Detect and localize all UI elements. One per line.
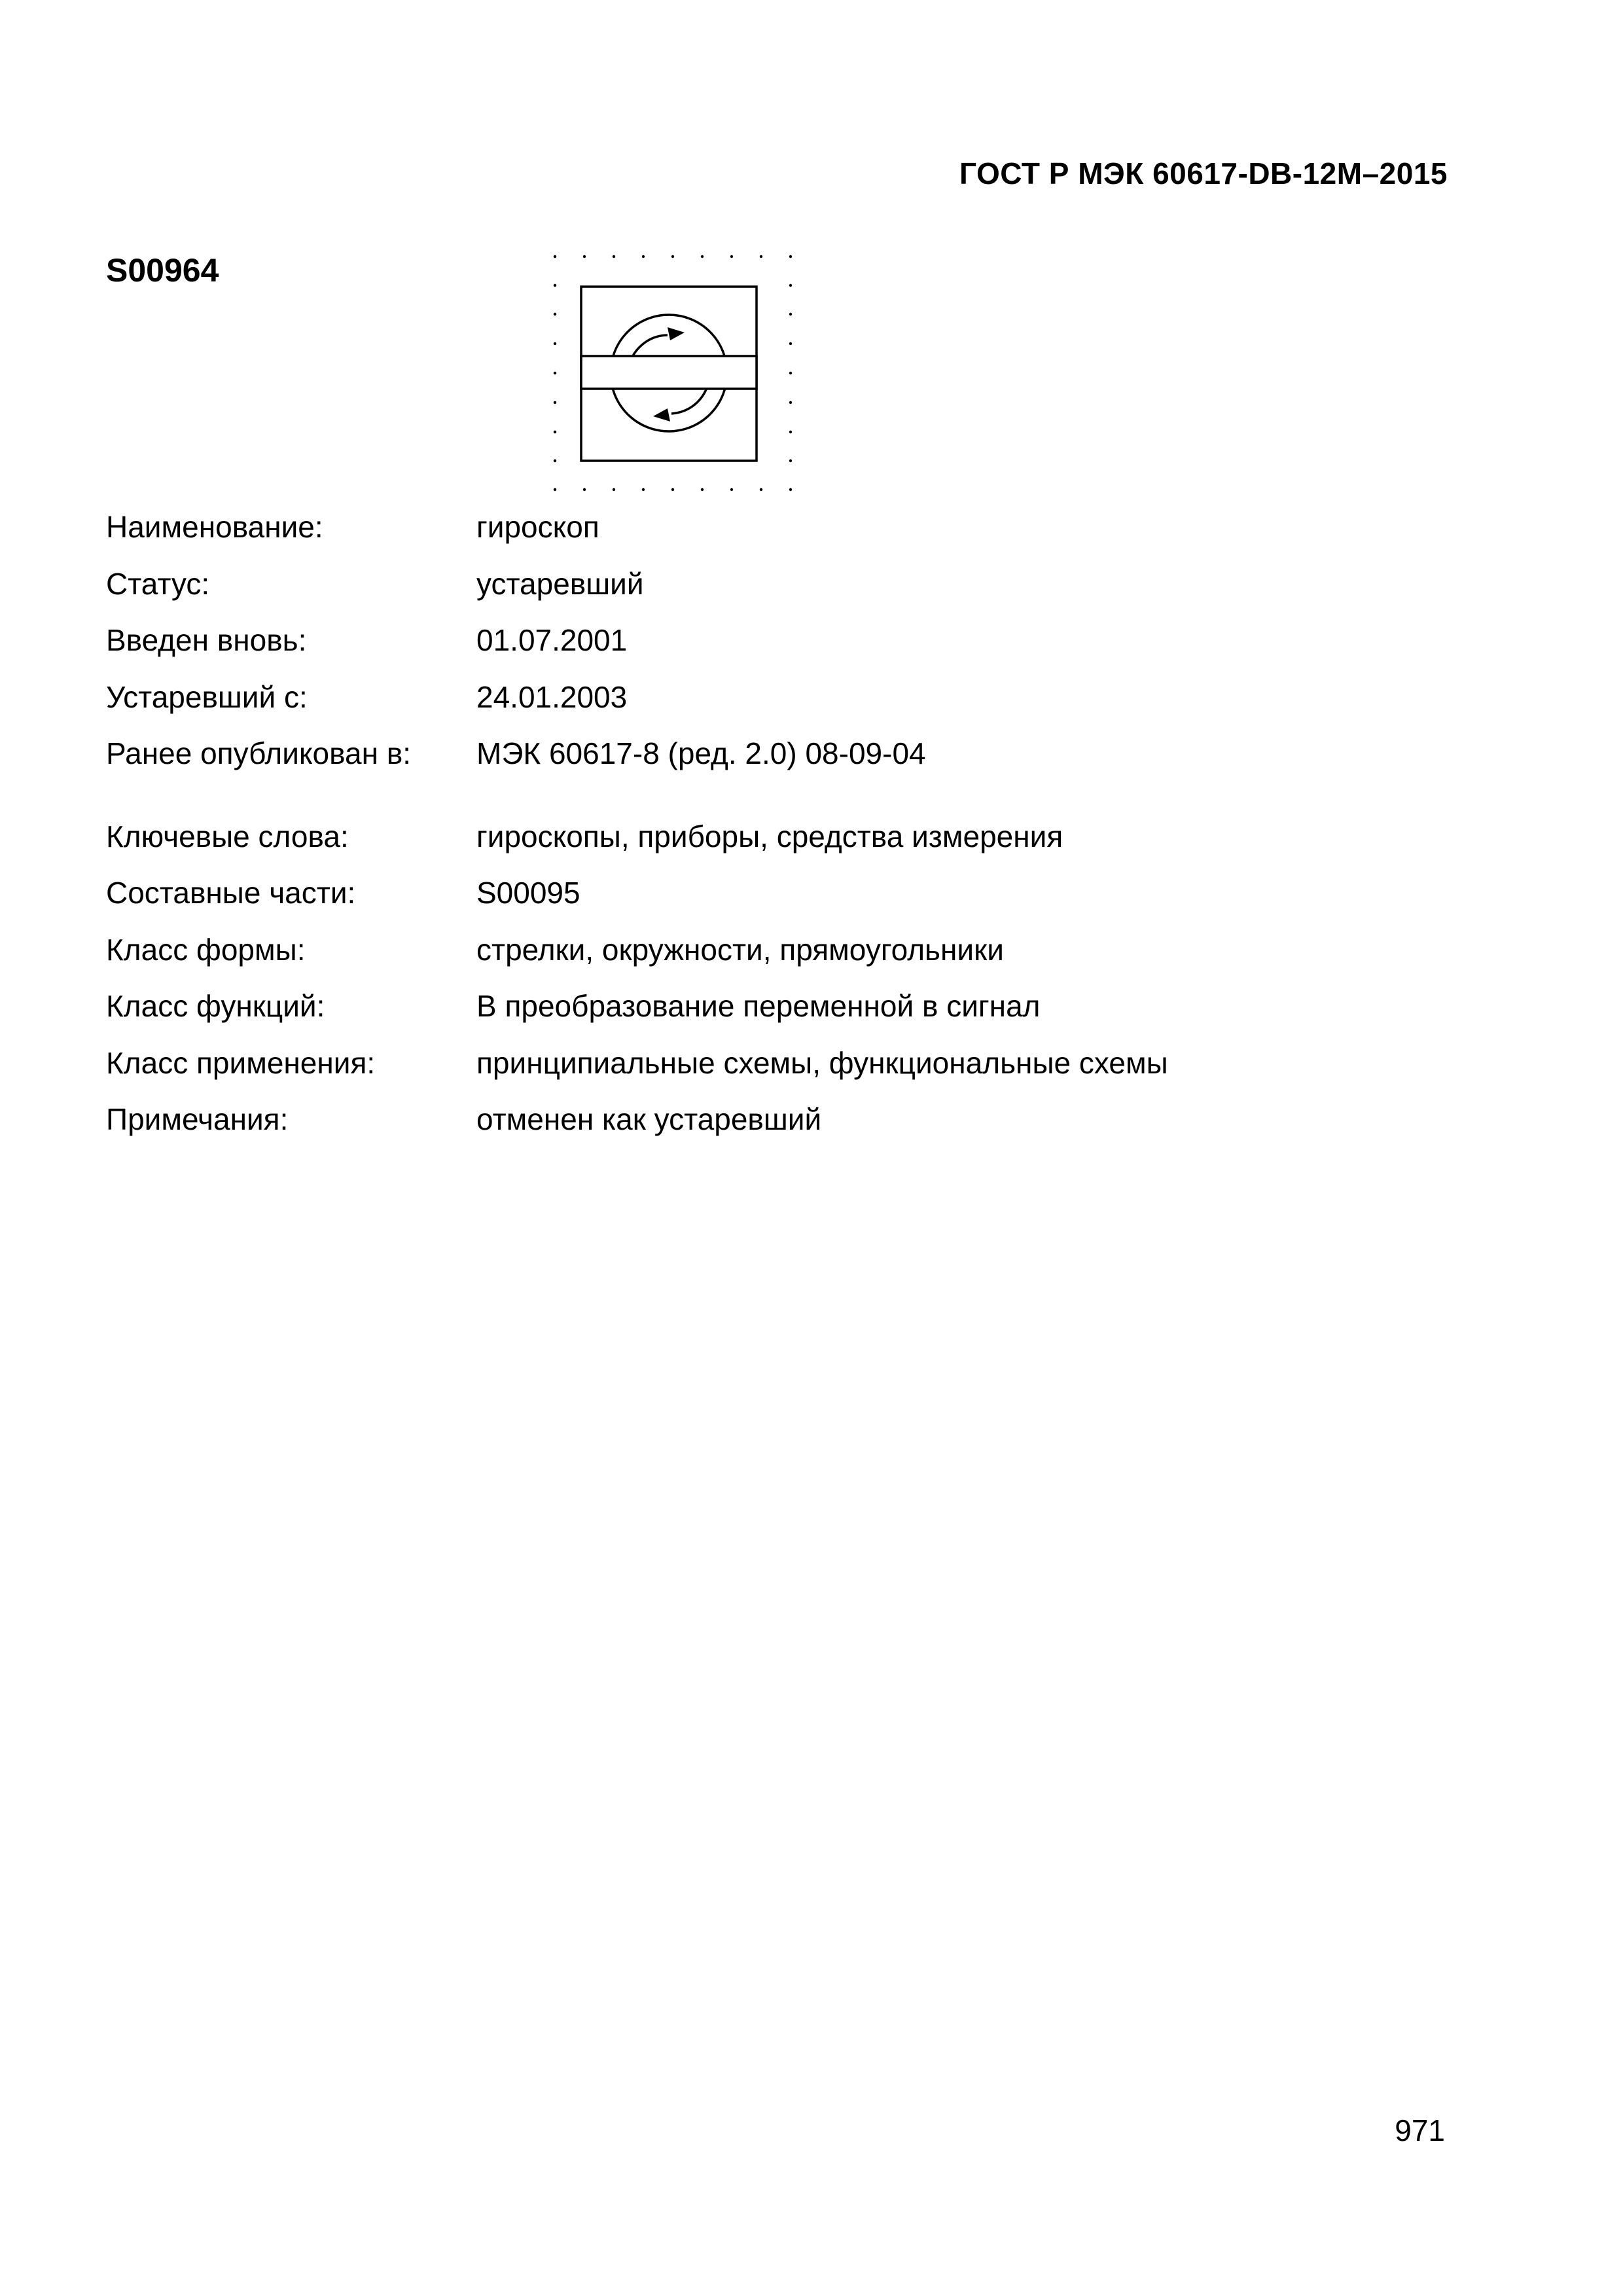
property-label: Ключевые слова: [106, 819, 349, 853]
property-value: МЭК 60617-8 (ред. 2.0) 08-09-04 [476, 736, 926, 771]
property-label: Ранее опубликован в: [106, 736, 412, 771]
property-value: 24.01.2003 [476, 679, 628, 714]
property-row-obsolete-since [106, 669, 1480, 726]
property-value: гироскопы, приборы, средства измерения [476, 819, 1063, 853]
property-label: Статус: [106, 566, 210, 601]
gyroscope-symbol-icon [550, 251, 798, 495]
property-value: гироскоп [476, 510, 599, 545]
property-value: отменен как устаревший [476, 1102, 822, 1137]
document-standard-header: ГОСТ Р МЭК 60617-DB-12M–2015 [959, 156, 1448, 190]
property-value: устаревший [476, 566, 644, 601]
property-row-introduced [106, 612, 1480, 669]
property-row-shape-class [106, 922, 1480, 978]
property-row-application-class [106, 1035, 1480, 1092]
property-label: Класс формы: [106, 932, 306, 967]
property-value: 01.07.2001 [476, 623, 628, 658]
property-label: Класс применения: [106, 1045, 376, 1080]
symbol-code: S00964 [106, 252, 219, 289]
property-label: Наименование: [106, 510, 323, 545]
property-row-previously-published [106, 725, 1480, 782]
property-row-keywords [106, 808, 1480, 865]
property-label: Составные части: [106, 876, 356, 910]
property-value: принципиальные схемы, функциональные схемы [476, 1045, 1168, 1080]
symbol-properties-table [106, 499, 1480, 1148]
property-row-status [106, 556, 1480, 613]
property-label: Класс функций: [106, 989, 325, 1024]
page-number: 971 [1395, 2113, 1445, 2147]
property-value: S00095 [476, 876, 580, 910]
property-value: стрелки, окружности, прямоугольники [476, 932, 1004, 967]
property-label: Примечания: [106, 1102, 289, 1137]
property-row-components [106, 865, 1480, 922]
property-value: В преобразование переменной в сигнал [476, 989, 1041, 1024]
property-row-notes [106, 1091, 1480, 1148]
property-label: Введен вновь: [106, 623, 307, 658]
property-row-name [106, 499, 1480, 556]
property-row-function-class [106, 978, 1480, 1035]
property-label: Устаревший с: [106, 679, 308, 714]
